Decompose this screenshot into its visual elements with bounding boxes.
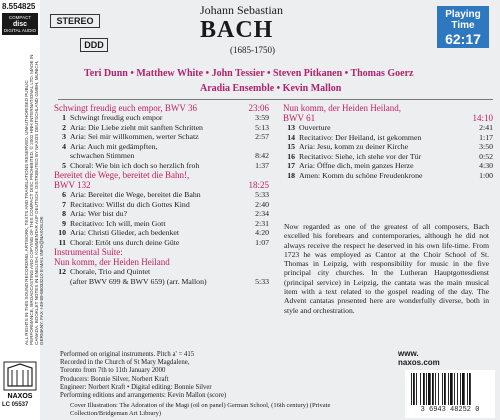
barcode xyxy=(405,370,495,418)
track-number: 15 xyxy=(287,142,295,151)
barcode-bar xyxy=(448,373,449,405)
track-title: Recitativo: Siehe, ich stehe vor der Tür xyxy=(299,151,422,161)
barcode-bar xyxy=(420,373,421,405)
track-title: Chorale, Trio and Quintet xyxy=(70,267,151,276)
track-row xyxy=(283,133,493,143)
track-row xyxy=(54,151,269,161)
track-row xyxy=(54,200,269,210)
stereo-badge: STEREO xyxy=(50,14,100,28)
track-row xyxy=(54,228,269,238)
work-heading xyxy=(54,103,269,113)
barcode-bar xyxy=(454,373,455,405)
track-duration: 1:37 xyxy=(255,160,269,170)
track-row xyxy=(283,161,493,171)
compact-disc-logo xyxy=(2,13,38,35)
track-title: BWV 132 xyxy=(54,180,91,190)
cover-credit: Cover Illustration: The Adoration of the Magi (oil on panel) German School, (16th century) (Private Collection/Bridgeman Art Library) xyxy=(70,402,331,417)
track-row xyxy=(283,123,493,133)
track-row xyxy=(54,238,269,248)
track-duration: 4:20 xyxy=(255,228,269,237)
barcode-bar xyxy=(435,373,436,405)
track-title: Aria: Sei mir willkommen, werter Schatz xyxy=(70,132,199,141)
track-duration: 5:13 xyxy=(255,122,269,132)
track-title: Aria: Jesu, komm zu deiner Kirche xyxy=(299,142,409,151)
track-title: Aria: Bereitet die Wege, bereitet die Bahn xyxy=(70,190,201,199)
track-number: 9 xyxy=(62,218,66,228)
work-heading xyxy=(54,180,269,190)
track-duration: 0:52 xyxy=(479,151,493,161)
performers-line-1: Teri Dunn • Matthew White • John Tessier • Steven Pitkanen • Thomas Goerz xyxy=(84,68,414,79)
track-row xyxy=(283,142,493,152)
work-heading xyxy=(54,257,269,267)
track-duration: 18:25 xyxy=(248,180,269,190)
playing-time-value: 62:17 xyxy=(445,31,481,47)
track-duration: 2:40 xyxy=(255,199,269,209)
track-number: 10 xyxy=(58,228,66,237)
track-row xyxy=(54,209,269,219)
website-url-line1[interactable]: www. xyxy=(398,349,419,358)
track-title: Aria: Christi Glieder, ach bedenket xyxy=(70,228,180,237)
barcode-number: 3 6943 48252 0 xyxy=(420,406,480,414)
track-number: 4 xyxy=(62,141,66,151)
track-title: Recitativo: Willst du dich Gottes Kind xyxy=(70,199,190,209)
track-number: 11 xyxy=(58,237,66,247)
track-title: Recitativo: Ich will, mein Gott xyxy=(70,218,166,228)
track-row xyxy=(54,277,269,287)
track-title: schwachen Stimmen xyxy=(70,151,135,160)
track-number: 8 xyxy=(62,209,66,218)
track-row xyxy=(54,161,269,171)
track-duration: 2:34 xyxy=(255,209,269,218)
track-number: 2 xyxy=(62,122,66,132)
track-duration: 1:00 xyxy=(479,170,493,180)
track-number: 18 xyxy=(287,170,295,180)
barcode-bar xyxy=(416,373,417,405)
track-row xyxy=(54,190,269,200)
barcode-bar xyxy=(462,373,465,405)
track-row xyxy=(54,132,269,142)
track-title: Nun komm, der Heiden Heiland xyxy=(54,257,170,267)
barcode-bar xyxy=(450,373,453,405)
credit-line: Producers: Bonnie Silver, Norbert Kraft xyxy=(60,375,169,383)
barcode-bar xyxy=(411,373,412,405)
divider xyxy=(58,99,493,100)
composer-last-name: BACH xyxy=(200,17,274,43)
track-title: Aria: Auch mit gedämpften, xyxy=(70,141,158,151)
track-row xyxy=(54,267,269,277)
barcode-bar xyxy=(444,373,446,405)
track-title: Instrumental Suite: xyxy=(54,247,123,257)
track-title: Schwingt freudig euch empor, BWV 36 xyxy=(54,103,197,113)
track-title: Recitativo: Der Heiland, ist gekommen xyxy=(299,132,422,142)
track-title: Nun komm, der Heiden Heiland, xyxy=(283,103,401,113)
barcode-bar xyxy=(467,373,468,405)
label-code: LC 05537 xyxy=(2,402,29,408)
track-number: 16 xyxy=(287,151,295,161)
recording-credits xyxy=(60,351,350,400)
work-heading xyxy=(283,113,493,123)
track-duration: 14:10 xyxy=(472,113,493,123)
track-duration: 2:31 xyxy=(255,218,269,228)
work-heading xyxy=(283,103,493,113)
website-url-line2[interactable]: naxos.com xyxy=(398,358,440,367)
barcode-bars xyxy=(411,373,489,405)
track-duration: 3:50 xyxy=(479,142,493,151)
track-row xyxy=(54,113,269,123)
composer-first-name: Johann Sebastian xyxy=(200,3,283,17)
track-row xyxy=(54,142,269,152)
track-duration: 5:33 xyxy=(255,276,269,286)
barcode-bar xyxy=(432,373,434,405)
catalog-number: 8.554825 xyxy=(2,2,36,11)
track-duration: 23:06 xyxy=(248,103,269,113)
track-list-left xyxy=(54,103,269,286)
track-row xyxy=(54,219,269,229)
track-number: 5 xyxy=(62,160,66,170)
track-number: 14 xyxy=(287,132,295,142)
rights-text: ALL RIGHTS IN THIS SOUND RECORDING, ARTWORK, TEXTS AND TRANSLATIONS RESERVED. UNAUTHORISED PUBLIC PERFORMANCE, BROADCASTING AND COPYING OF THIS COMPACT DISC PROHIBITED. © 2002 HNH INTERNATIONAL LTD. MADE IN CANADA. BOOKLET NOTES IN ENGLISH. KOMMENTAR AUF DEUTSCH. DISTRIBUTED BY NAXOS DEUTSCHLAND GMBH, MUNICH, GERMANY. FAX +49-89-66033210 E-MAIL INFO@NAXOS.DE xyxy=(24,54,45,345)
playing-label: Playing xyxy=(445,9,481,20)
track-duration: 5:33 xyxy=(255,190,269,199)
rights-block xyxy=(24,45,45,345)
naxos-logo-text: NAXOS xyxy=(7,393,33,400)
track-duration: 1:17 xyxy=(479,132,493,142)
track-title: Amen: Komm du schöne Freudenkrone xyxy=(299,170,423,180)
performers-line-2: Aradia Ensemble • Kevin Mallon xyxy=(200,83,342,94)
barcode-bar xyxy=(438,373,439,405)
barcode-bar xyxy=(426,373,427,405)
track-number: 1 xyxy=(62,113,66,122)
credit-line: Performing editions and arrangements: Kevin Mallon (score) xyxy=(60,392,227,400)
track-number: 3 xyxy=(62,132,66,141)
cd-logo-line2: disc xyxy=(12,20,27,28)
cd-logo-line1: COMPACT xyxy=(8,15,32,20)
track-title: (after BWV 699 & BWV 659) (arr. Mallon) xyxy=(70,276,207,286)
ddd-badge: DDD xyxy=(80,38,108,52)
barcode-bar xyxy=(469,373,471,405)
credit-line: Toronto from 7th to 11th January 2000 xyxy=(60,367,166,375)
credit-line: Recorded in the Church of St Mary Magdalene, xyxy=(60,359,190,367)
track-row xyxy=(283,171,493,181)
work-heading xyxy=(54,170,269,180)
credit-line: Performed on original instruments. Pitch a' = 415 xyxy=(60,351,195,358)
track-title: Bereitet die Wege, bereitet die Bahn!, xyxy=(54,170,190,180)
barcode-bar xyxy=(442,373,443,405)
track-title: Aria: Öffne dich, mein ganzes Herze xyxy=(299,161,414,170)
track-title: Choral: Ertöt uns durch deine Güte xyxy=(70,237,180,247)
track-duration: 2:41 xyxy=(479,123,493,132)
track-row xyxy=(283,152,493,162)
barcode-bar xyxy=(423,373,425,405)
track-duration: 8:42 xyxy=(255,151,269,160)
track-title: Aria: Wer bist du? xyxy=(70,209,128,218)
track-title: BWV 61 xyxy=(283,113,316,123)
barcode-bar xyxy=(460,373,461,405)
playing-time-badge xyxy=(437,6,489,48)
track-duration: 1:07 xyxy=(255,237,269,247)
naxos-logo xyxy=(2,360,38,400)
track-title: Choral: Wie bin ich doch so herzlich froh xyxy=(70,160,200,170)
time-label: Time xyxy=(451,20,475,31)
track-title: Schwingt freudig euch empor xyxy=(70,113,163,122)
track-duration: 2:57 xyxy=(255,132,269,141)
barcode-bar xyxy=(428,373,431,405)
track-row xyxy=(54,123,269,133)
track-title: Aria: Die Liebe zieht mit sanften Schritten xyxy=(70,122,203,132)
cd-logo-line3: DIGITAL AUDIO xyxy=(3,27,37,33)
track-number: 6 xyxy=(62,190,66,199)
track-duration: 4:30 xyxy=(479,161,493,170)
booklet-notes: Now regarded as one of the greatest of all composers, Bach excelled his forebears and contemporaries, although he did not always receive the respect he deserved in his own life-time. From 1723 he was employed as Cantor at the Choir School of St. Thomas in Leipzig, with responsibility for music in the five principal city churches. In the Lutheran Hauptgottesdienst (principal service) in Leipzig, the cantata was the main musical item with a text related to the gospel reading of the day. The Advent cantatas presented here are wonderfully diverse, both in style and orchestration. xyxy=(284,222,489,315)
barcode-bar xyxy=(457,373,458,405)
track-number: 13 xyxy=(287,123,295,132)
track-number: 12 xyxy=(58,267,66,276)
credit-line: Engineer: Norbert Kraft • Digital editing: Bonnie Silver xyxy=(60,383,212,391)
track-list-right xyxy=(283,103,493,180)
track-title: Ouverture xyxy=(299,123,331,132)
track-number: 17 xyxy=(287,161,295,170)
composer-dates: (1685-1750) xyxy=(230,45,275,55)
track-duration: 3:59 xyxy=(255,113,269,122)
track-number: 7 xyxy=(62,199,66,209)
work-heading xyxy=(54,247,269,257)
barcode-bar xyxy=(413,373,415,405)
